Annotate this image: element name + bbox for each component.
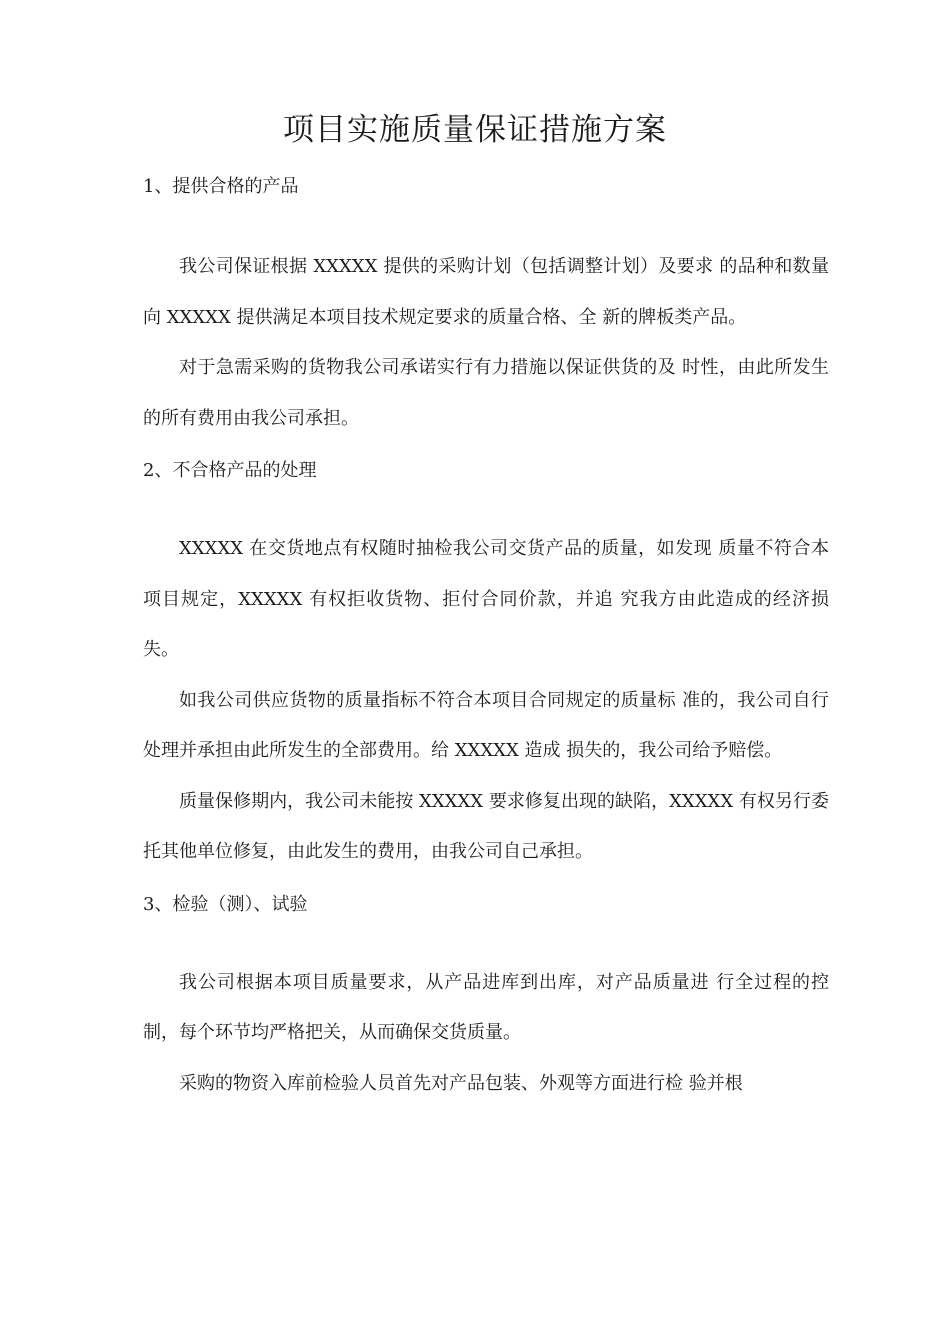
document-body xyxy=(143,172,829,1109)
section-1 xyxy=(143,172,829,444)
paragraph: XXXXX 在交货地点有权随时抽检我公司交货产品的质量，如发现 质量不符合本项目规定，XXXXX 有权拒收货物、拒付合同价款，并追 究我方由此造成的经济损失。 xyxy=(143,538,829,660)
paragraph: 质量保修期内，我公司未能按 XXXXX 要求修复出现的缺陷，XXXXX 有权另行委托其他单位修复，由此发生的费用，由我公司自己承担。 xyxy=(143,790,829,862)
section-3 xyxy=(143,890,829,1110)
section-heading: 1、提供合格的产品 xyxy=(143,176,299,197)
section-heading: 2、不合格产品的处理 xyxy=(143,460,317,481)
paragraph: 我公司根据本项目质量要求，从产品进库到出库，对产品质量进 行全过程的控制，每个环节均严格把关，从而确保交货质量。 xyxy=(143,971,829,1043)
section-heading: 3、检验（测）、试验 xyxy=(143,893,308,915)
paragraph: 对于急需采购的货物我公司承诺实行有力措施以保证供货的及 时性，由此所发生的所有费用由我公司承担。 xyxy=(143,357,829,429)
paragraph: 如我公司供应货物的质量指标不符合本项目合同规定的质量标 准的，我公司自行处理并承担由此所发生的全部费用。给 XXXXX 造成 损失的，我公司给予赔偿。 xyxy=(143,689,829,761)
document-title: 项目实施质量保证措施方案 xyxy=(283,112,667,148)
paragraph: 我公司保证根据 XXXXX 提供的采购计划（包括调整计划）及要求 的品种和数量向 XXXXX 提供满足本项目技术规定要求的质量合格、全 新的牌板类产品。 xyxy=(143,256,829,328)
section-2 xyxy=(143,456,829,878)
paragraph: 采购的物资入库前检验人员首先对产品包装、外观等方面进行检 验并根 xyxy=(179,1072,743,1094)
